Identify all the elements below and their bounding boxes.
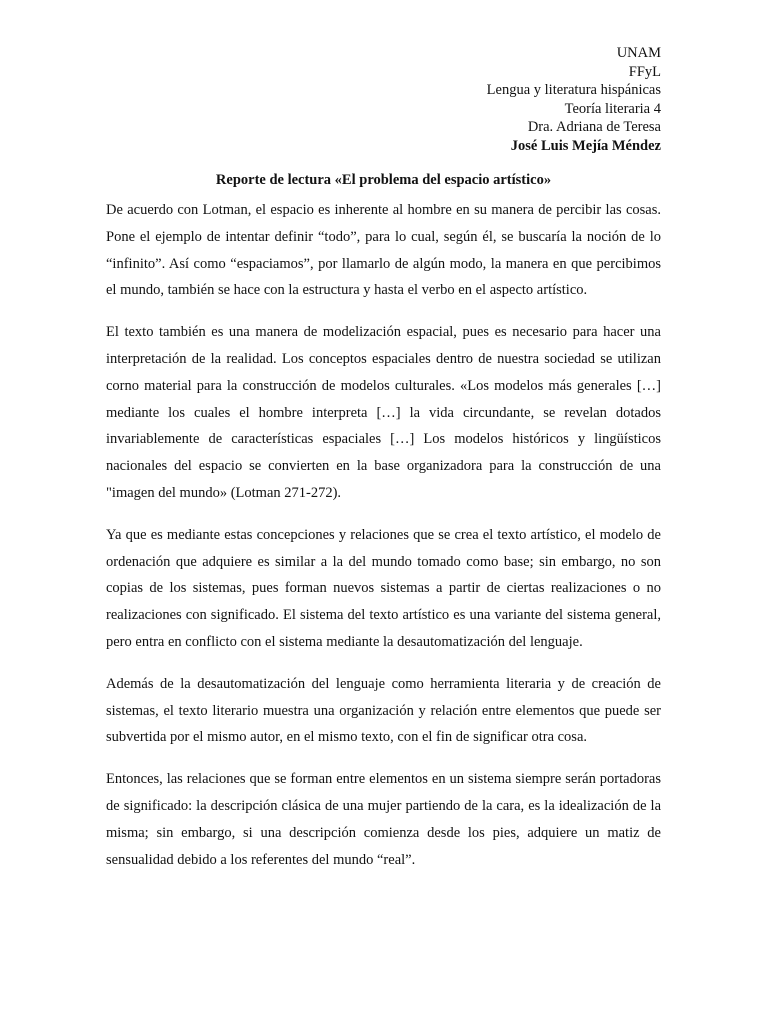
paragraph: El texto también es una manera de modelización espacial, pues es necesario para hacer una interpretación de la realidad. Los conceptos espaciales dentro de nuestra sociedad se utilizan corno material para la construcción de modelos culturales. «Los modelos más generales […] mediante los cuales el hombre interpreta […] la vida circundante, se revelan dotados invariablemente de características espaciales […] Los modelos históricos y lingüísticos nacionales del espacio se convierten en la base organizadora para la construcción de una "imagen del mundo» (Lotman 271-272). — [106, 324, 661, 501]
institution-line: UNAM — [616, 45, 661, 61]
paragraph: Además de la desautomatización del lenguaje como herramienta literaria y de creación de sistemas, el texto literario muestra una organización y relación entre elementos que puede ser subvertida por el mismo autor, en el mismo texto, con el fin de significar otra cosa. — [106, 675, 661, 746]
document-header — [261, 44, 661, 155]
document-title: Reporte de lectura «El problema del espacio artístico» — [215, 172, 552, 188]
document-body — [106, 197, 661, 888]
paragraph: Ya que es mediante estas concepciones y relaciones que se crea el texto artístico, el modelo de ordenación que adquiere es similar a la del mundo tomado como base; sin embargo, no son copias de los sistemas, pues forman nuevos sistemas a partir de ciertas realizaciones o no realizaciones con significado. El sistema del texto artístico es una variante del sistema general, pero entra en conflicto con el sistema mediante la desautomatización del lenguaje. — [106, 526, 661, 650]
paragraph: Entonces, las relaciones que se forman entre elementos en un sistema siempre serán portadoras de significado: la descripción clásica de una mujer partiendo de la cara, es la idealización de la misma; sin embargo, si una descripción comienza desde los pies, adquiere un matiz de sensualidad debido a los referentes del mundo “real”. — [106, 771, 661, 868]
course-line: Teoría literaria 4 — [564, 100, 661, 117]
faculty-line: FFyL — [628, 63, 661, 80]
professor-line: Dra. Adriana de Teresa — [527, 119, 661, 135]
program-line: Lengua y literatura hispánicas — [486, 82, 661, 98]
author-line: José Luis Mejía Méndez — [510, 137, 661, 154]
paragraph: De acuerdo con Lotman, el espacio es inherente al hombre en su manera de percibir las cosas. Pone el ejemplo de intentar definir “todo”, para lo cual, según él, se buscaría la noción de lo “infinito”. Así como “espaciamos”, por llamarlo de algún modo, la manera en que percibimos el mundo, también se hace con la estructura y hasta el verbo en el aspecto artístico. — [106, 202, 661, 299]
